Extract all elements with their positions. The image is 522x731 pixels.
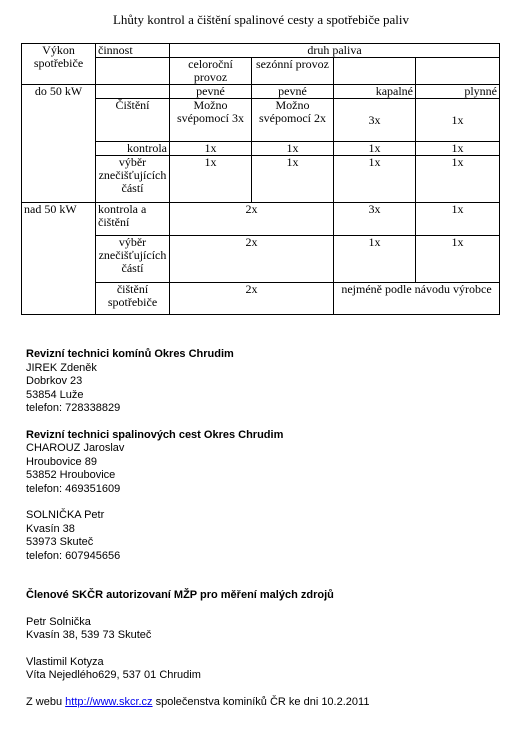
activity-cell: výběr znečišťujících částí	[96, 236, 170, 283]
komin-heading: Revizní technici komínů Okres Chrudim	[26, 348, 234, 360]
contact-line: Petr Solnička	[26, 615, 91, 628]
value-cell: 3x	[334, 99, 416, 142]
value-cell: 2x	[170, 283, 334, 315]
contact-line: Kvasín 38	[26, 522, 75, 535]
header-sezonni: sezónní provoz	[252, 58, 334, 85]
activity-cell: kontrola	[96, 142, 170, 156]
contact-line: Vlastimil Kotyza	[26, 655, 104, 668]
contact-line: Dobrkov 23	[26, 375, 83, 387]
header-celorocni: celoroční provoz	[170, 58, 252, 85]
footer-suffix: společenstva kominíků ČR ke dni 10.2.2011	[155, 695, 370, 708]
value-cell: 1x	[334, 142, 416, 156]
contact-line: 53852 Hroubovice	[26, 469, 116, 481]
empty-cell	[416, 58, 500, 85]
contact-line: Kvasín 38, 539 73 Skuteč	[26, 629, 152, 641]
spalin-heading: Revizní technici spalinových cest Okres Chrudim	[26, 428, 284, 441]
empty-cell	[96, 58, 170, 85]
value-cell: 1x	[252, 156, 334, 203]
contact-line: Hroubovice 89	[26, 455, 97, 468]
header-vykon: Výkon spotřebiče	[22, 44, 96, 85]
value-cell: 1x	[334, 156, 416, 203]
skcr-link[interactable]: http://www.skcr.cz	[65, 695, 153, 708]
power-nad-50: nad 50 kW	[22, 203, 96, 315]
fuel-type: plynné	[416, 85, 500, 99]
value-cell: Možno svépomocí 2x	[252, 99, 334, 142]
fuel-type: pevné	[252, 85, 334, 99]
footer-prefix: Z webu	[26, 695, 63, 708]
skcr-heading: Členové SKČR autorizovaní MŽP pro měření malých zdrojů	[26, 589, 334, 601]
footer-line	[26, 696, 506, 710]
value-cell: 1x	[170, 142, 252, 156]
value-cell: 1x	[416, 203, 500, 236]
value-cell: 1x	[416, 99, 500, 142]
table-header-row	[22, 44, 500, 58]
contact-line: telefon: 607945656	[26, 549, 121, 562]
value-cell: 1x	[252, 142, 334, 156]
table-row	[22, 203, 500, 236]
contact-line: 53973 Skuteč	[26, 536, 94, 548]
contact-line: 53854 Luže	[26, 388, 84, 401]
document-title: Lhůty kontrol a čištění spalinové cesty a spotřebiče paliv	[112, 12, 410, 27]
inspection-interval-table	[21, 43, 500, 315]
value-cell: 1x	[334, 236, 416, 283]
power-do-50: do 50 kW	[22, 85, 96, 203]
activity-cell: čištění spotřebiče	[96, 283, 170, 315]
value-cell: 1x	[416, 156, 500, 203]
contacts-section	[26, 348, 506, 709]
value-cell: 1x	[170, 156, 252, 203]
header-druh-paliva: druh paliva	[170, 44, 500, 58]
contact-line: JIREK Zdeněk	[26, 361, 97, 374]
contact-line: telefon: 469351609	[26, 482, 121, 495]
activity-cell: kontrola a čištění	[96, 203, 170, 236]
activity-cell: výběr znečišťujících částí	[96, 156, 170, 203]
value-cell: 2x	[170, 236, 334, 283]
value-cell: Možno svépomocí 3x	[170, 99, 252, 142]
value-cell: 1x	[416, 142, 500, 156]
value-cell: 3x	[334, 203, 416, 236]
contact-line: SOLNIČKA Petr	[26, 509, 105, 521]
value-cell: nejméně podle návodu výrobce	[334, 283, 500, 315]
table-row	[22, 85, 500, 99]
header-cinnost: činnost	[96, 44, 170, 58]
fuel-type: kapalné	[334, 85, 416, 99]
contact-line: Víta Nejedlého629, 537 01 Chrudim	[26, 669, 201, 681]
empty-cell	[96, 85, 170, 99]
value-cell: 2x	[170, 203, 334, 236]
activity-cell: Čištění	[96, 99, 170, 142]
empty-cell	[334, 58, 416, 85]
contact-line: CHAROUZ Jaroslav	[26, 442, 125, 454]
value-cell: 1x	[416, 236, 500, 283]
fuel-type: pevné	[170, 85, 252, 99]
contact-line: telefon: 728338829	[26, 402, 121, 414]
